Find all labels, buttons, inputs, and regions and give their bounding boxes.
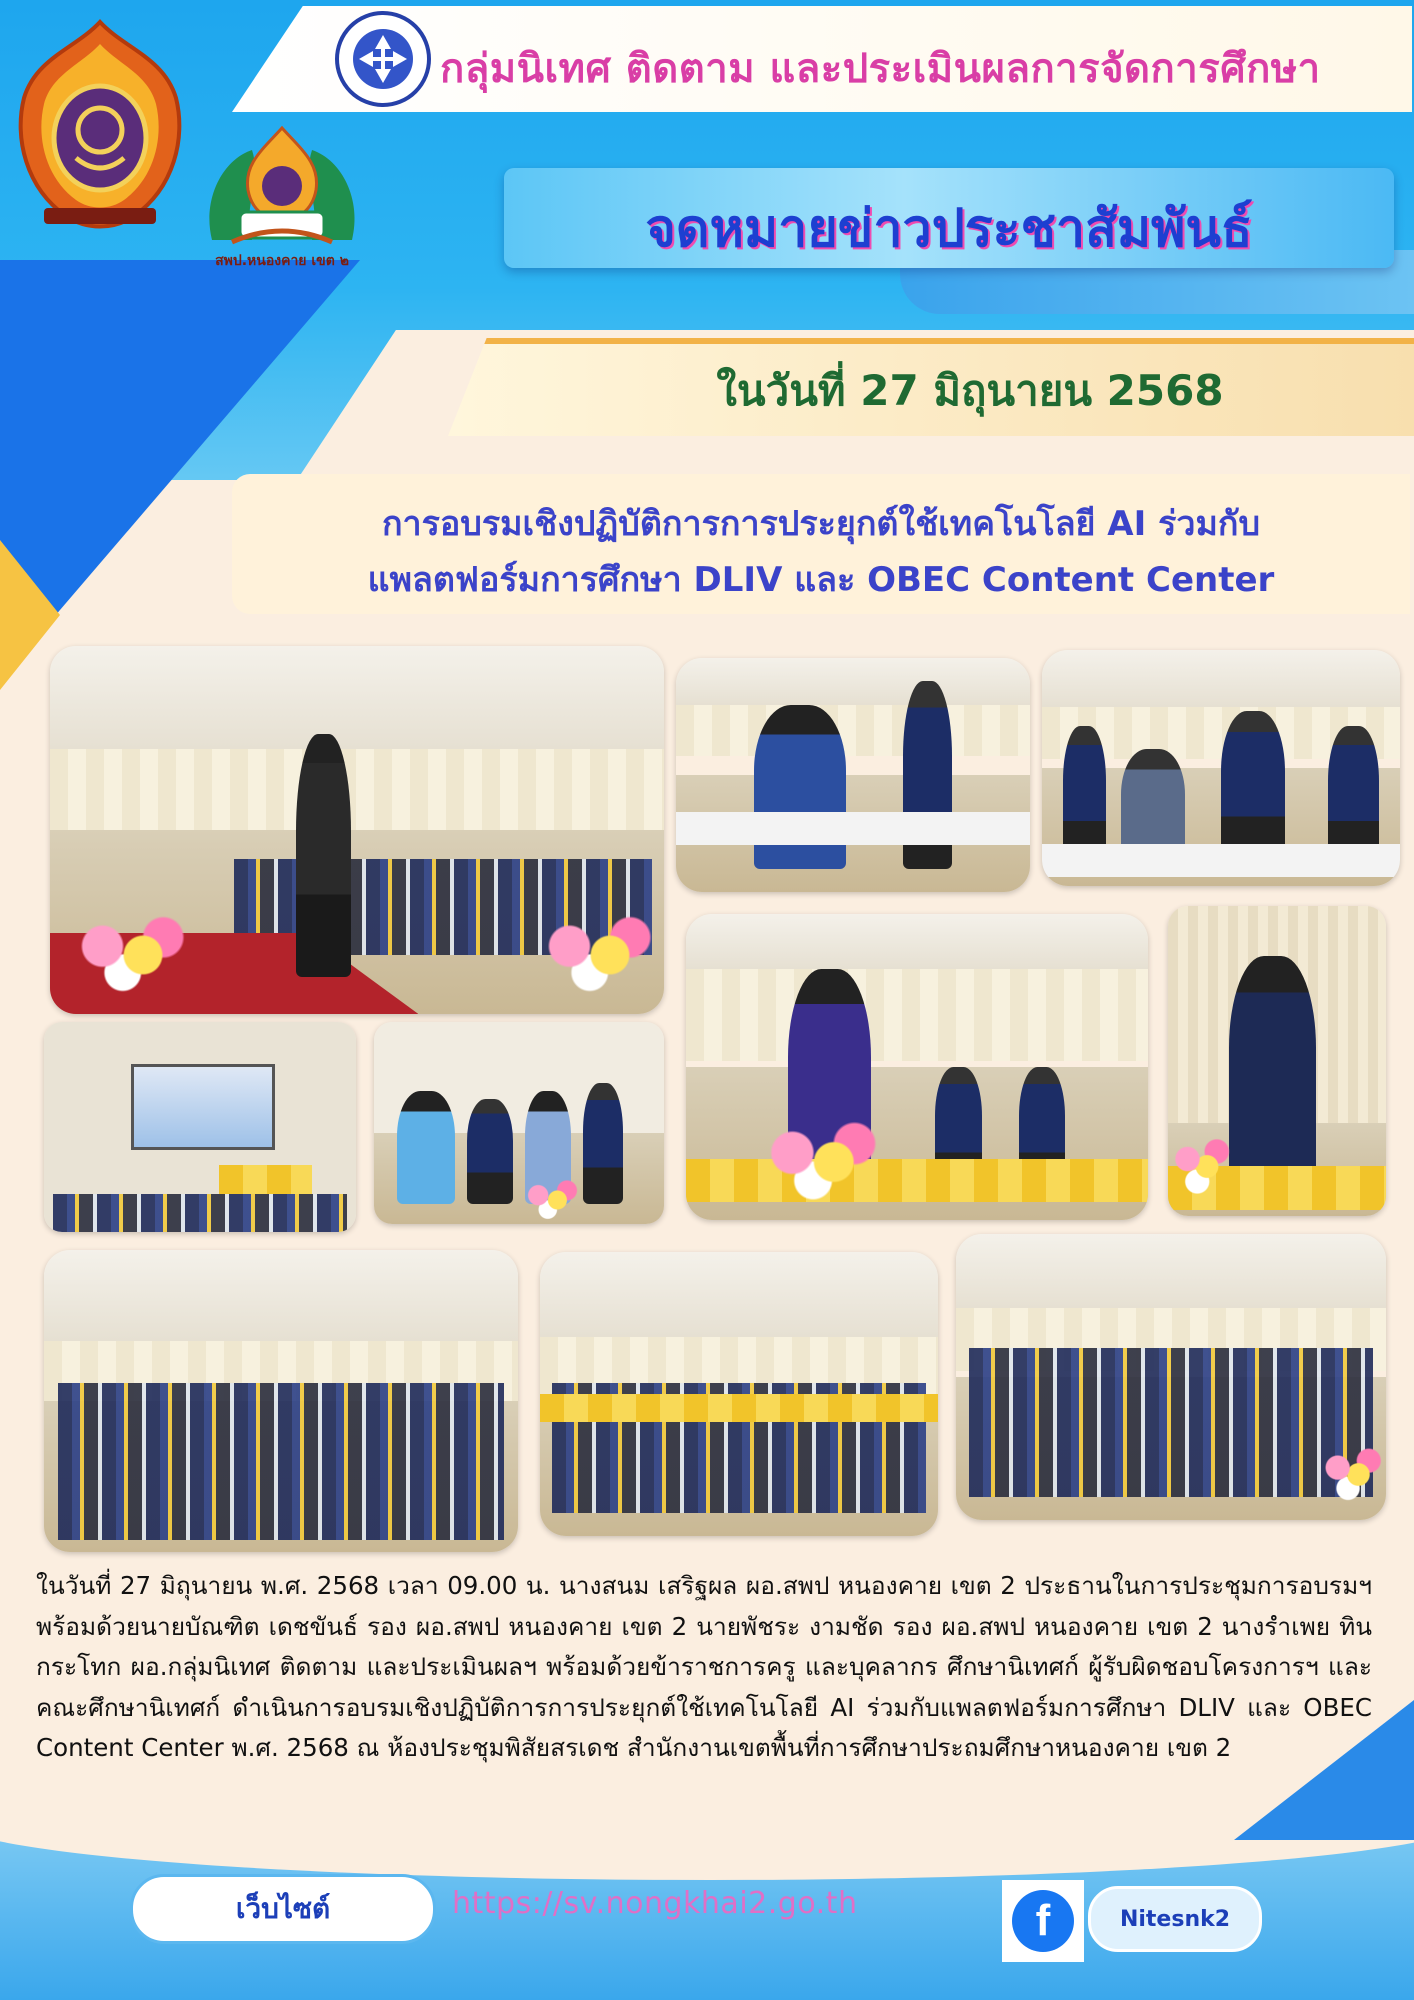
issue-date: ในวันที่ 27 มิถุนายน 2568 bbox=[716, 366, 1224, 415]
photo-speaker-microphone bbox=[686, 914, 1148, 1220]
facebook-icon[interactable] bbox=[1002, 1880, 1084, 1962]
photo-group-2 bbox=[540, 1252, 938, 1536]
photo-registration-2 bbox=[1042, 650, 1400, 886]
obec-emblem-logo bbox=[14, 18, 186, 236]
photo-registration-1 bbox=[676, 658, 1030, 892]
naga-model-logo bbox=[192, 120, 372, 255]
event-headline bbox=[232, 496, 1410, 608]
facebook-page-name[interactable]: Nitesnk2 bbox=[1088, 1886, 1262, 1952]
website-label-button[interactable]: เว็บไซต์ bbox=[130, 1874, 436, 1944]
footer-curve bbox=[0, 1760, 1414, 1880]
photo-chair-greeting bbox=[50, 646, 664, 1014]
headline-line-2: แพลตฟอร์มการศึกษา DLIV และ OBEC Content Center bbox=[367, 560, 1275, 600]
photo-executives-seated bbox=[374, 1022, 664, 1224]
naga-logo-caption: สพป.หนองคาย เขต ๒ bbox=[215, 253, 349, 269]
photo-presenter-standing bbox=[1168, 906, 1386, 1216]
event-description: ในวันที่ 27 มิถุนายน พ.ศ. 2568 เวลา 09.00 น. นางสนม เสริฐผล ผอ.สพป หนองคาย เขต 2 ประธานในการประชุมการอบรมฯ พร้อมด้วยนายบัณฑิต เดชขันธ์ รอง ผอ.สพป หนองคาย เขต 2 นายพัชระ งามชัด รอง ผอ.สพป หนองคาย เขต 2 นางรำเพย ทินกระโทก ผอ.กลุ่มนิเทศ ติดตาม และประเมินผลฯ พร้อมด้วยข้าราชการครู และบุคลากร ศึกษานิเทศก์ ผู้รับผิดชอบโครงการฯ และคณะศึกษานิเทศก์ ดำเนินการอบรมเชิงปฏิบัติการการประยุกต์ใช้เทคโนโลยี AI ร่วมกับแพลตฟอร์มการศึกษา DLIV และ OBEC Content Center พ.ศ. 2568 ณ ห้องประชุมพิสัยสรเดช สำนักงานเขตพื้นที่การศึกษาประถมศึกษาหนองคาย เขต 2 bbox=[36, 1571, 1372, 1762]
newsletter-title: จดหมายข่าวประชาสัมพันธ์ bbox=[645, 199, 1253, 259]
supervision-unit-emblem bbox=[334, 10, 432, 108]
website-url-link[interactable]: https://sv.nongkhai2.go.th bbox=[452, 1886, 858, 1921]
photo-group-3 bbox=[956, 1234, 1386, 1520]
facebook-logo-glyph: f bbox=[1012, 1890, 1074, 1952]
headline-line-1: การอบรมเชิงปฏิบัติการการประยุกต์ใช้เทคโนโลยี AI ร่วมกับ bbox=[381, 504, 1261, 544]
photo-presentation-screen bbox=[44, 1022, 356, 1232]
department-title: กลุ่มนิเทศ ติดตาม และประเมินผลการจัดการศึกษา bbox=[440, 46, 1321, 92]
photo-group-1 bbox=[44, 1250, 518, 1552]
